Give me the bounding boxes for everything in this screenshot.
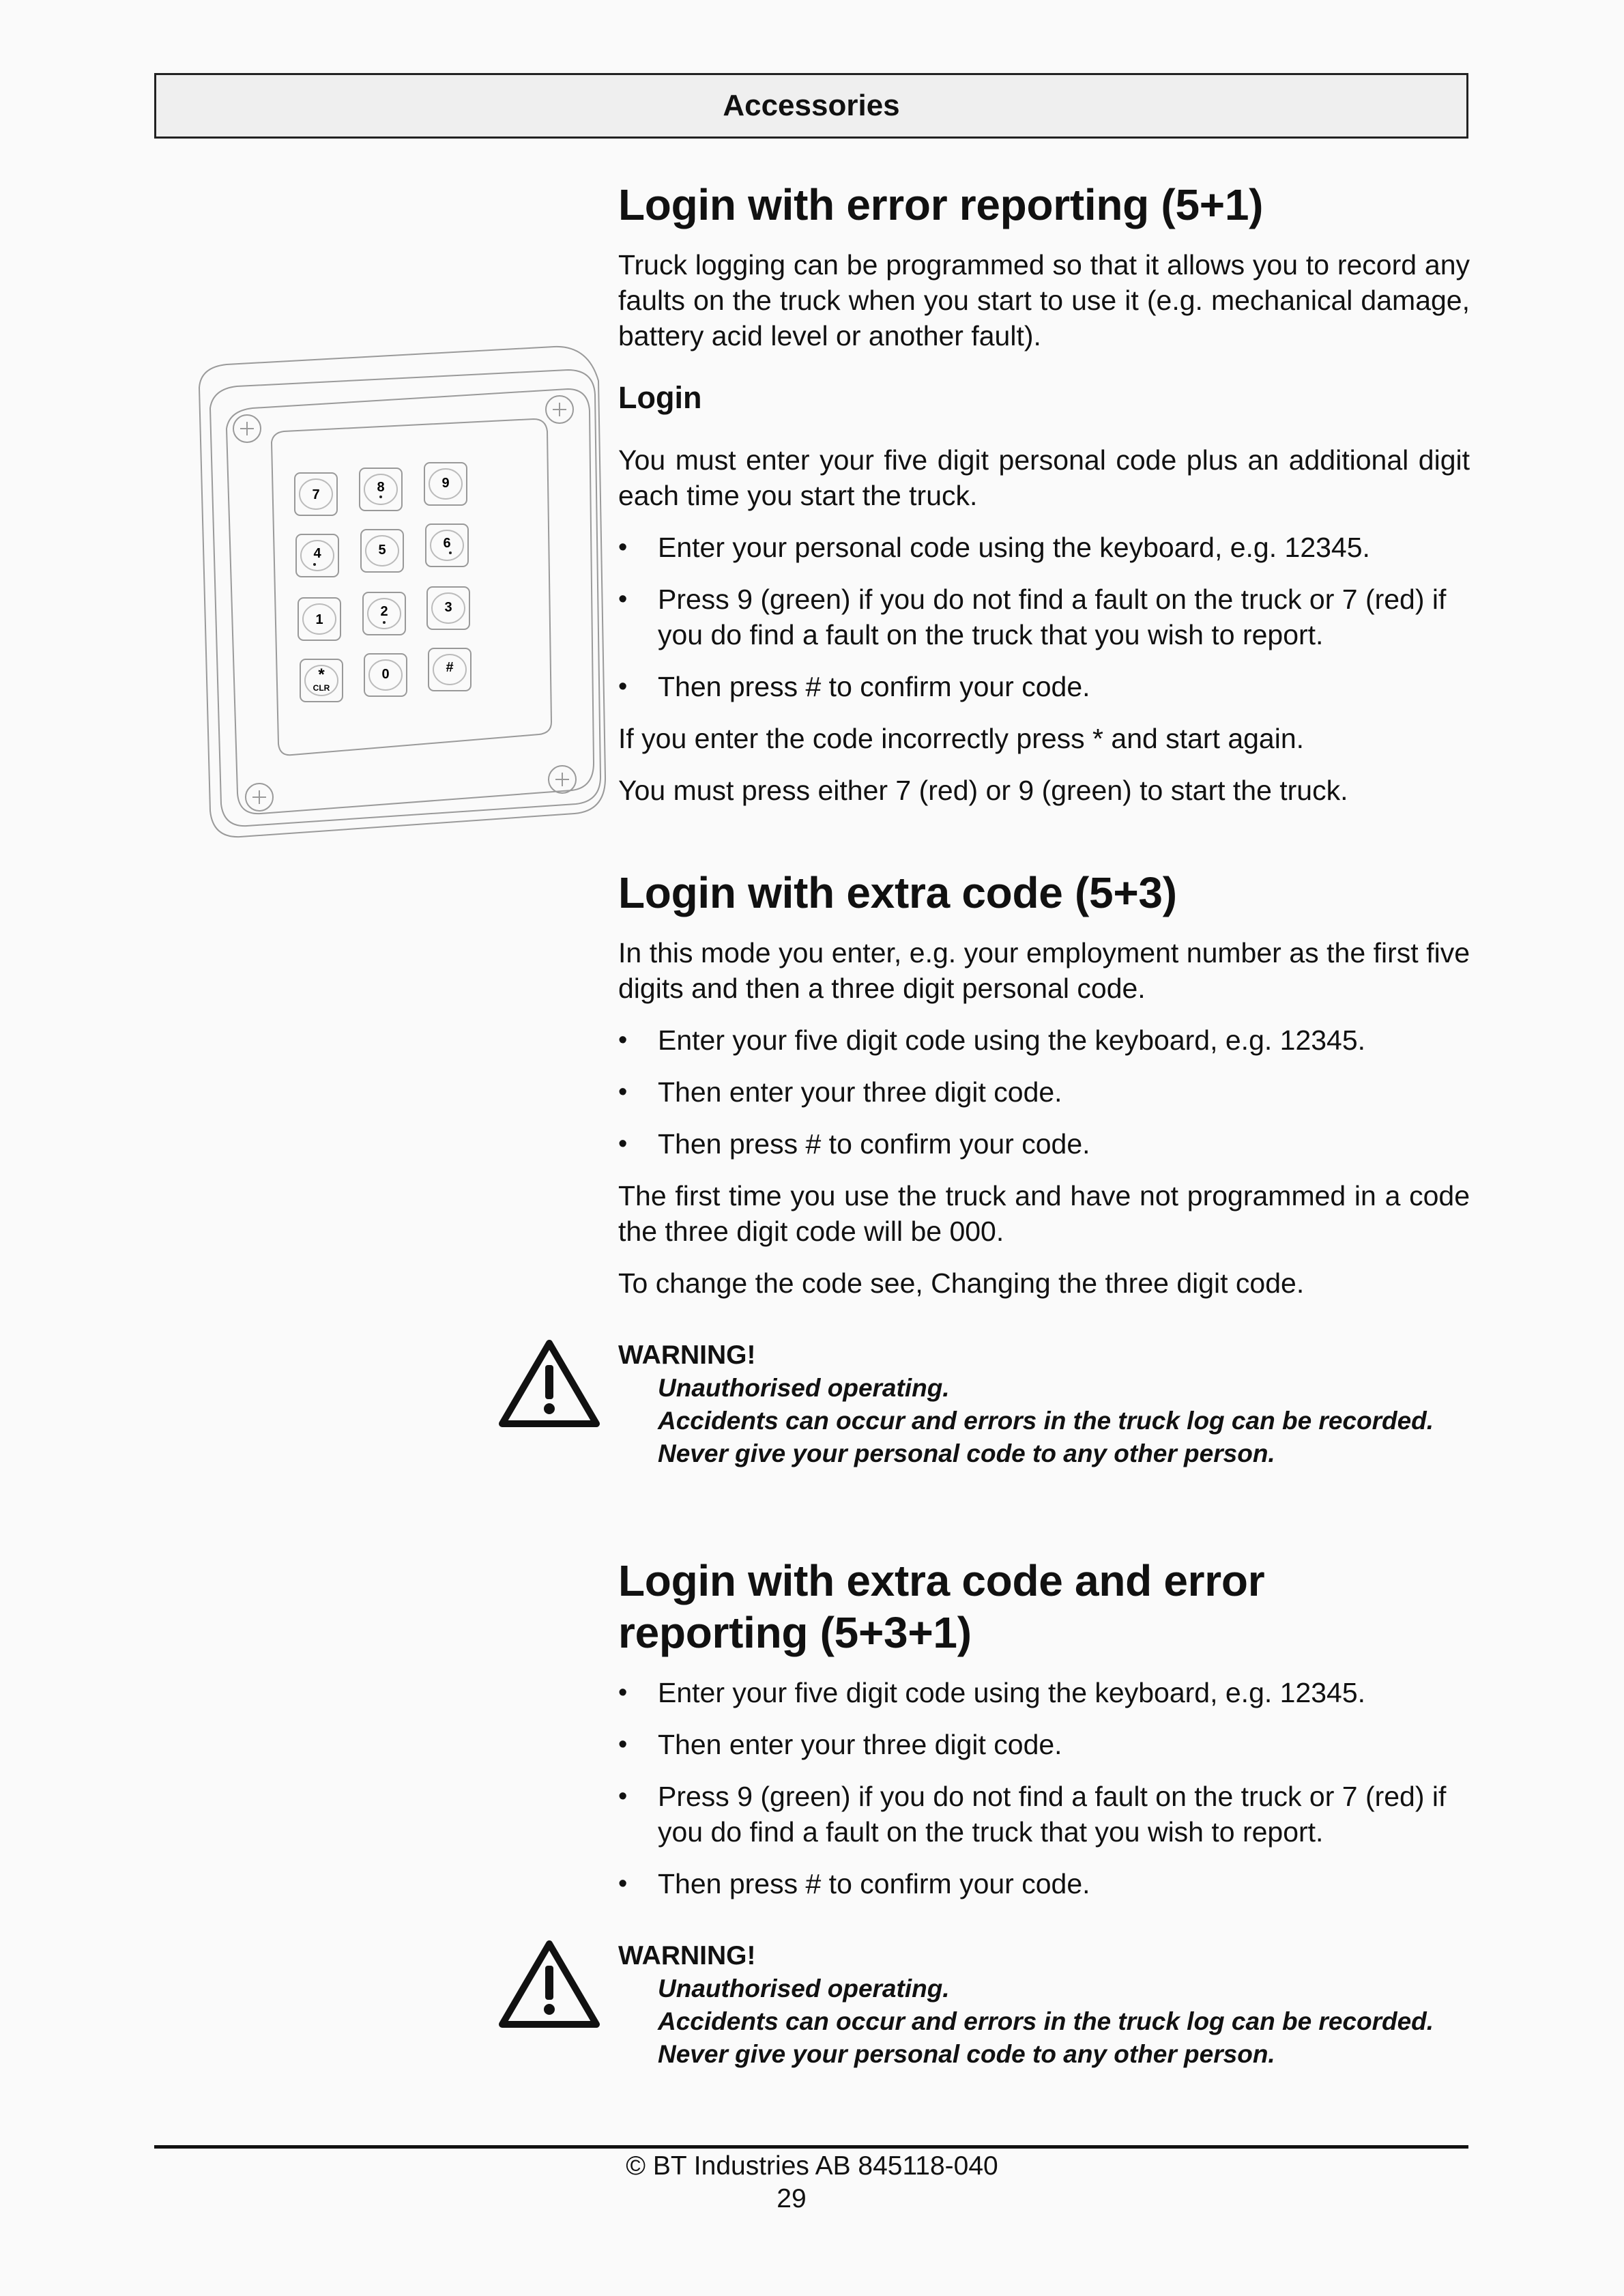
svg-text:5: 5	[378, 543, 386, 558]
warning-line: Accidents can occur and errors in the truck log can be recorded.	[658, 2007, 1434, 2035]
section-login-extra-code-error-reporting	[618, 1555, 1470, 1902]
svg-text:9: 9	[441, 476, 450, 491]
svg-text:*: *	[318, 665, 325, 684]
warning-line: Never give your personal code to any other person.	[658, 2040, 1275, 2068]
svg-text:CLR: CLR	[313, 683, 330, 693]
login-paragraph: You must enter your five digit personal code plus an additional digit each time you start the truck.	[618, 444, 1470, 511]
footer-divider	[154, 2145, 1468, 2149]
svg-text:2: 2	[380, 604, 388, 619]
section-login-extra-code	[618, 867, 1470, 1301]
svg-text:6: 6	[443, 536, 451, 551]
warning-triangle-icon	[498, 1940, 600, 2030]
svg-text:1: 1	[315, 612, 323, 627]
svg-text:0: 0	[381, 667, 390, 682]
extra-code-steps-list	[618, 1022, 1470, 1162]
subheading-login: Login	[618, 380, 702, 415]
list-item: • Enter your five digit code using the keyboard, e.g. 12345.	[618, 1022, 1470, 1058]
warning-title: WARNING!	[618, 1941, 756, 1970]
list-item: • Then press # to confirm your code.	[618, 1126, 1470, 1162]
svg-text:#: #	[446, 660, 454, 675]
page-number: 29	[777, 2184, 807, 2213]
list-item: • Then enter your three digit code.	[618, 1074, 1470, 1110]
list-item: • Press 9 (green) if you do not find a fault on the truck or 7 (red) if you do find a fault on the truck that you wish to report.	[618, 1779, 1470, 1850]
note-paragraph: You must press either 7 (red) or 9 (green) to start the truck.	[618, 775, 1348, 806]
list-item: • Then enter your three digit code.	[618, 1727, 1470, 1762]
note-paragraph: To change the code see, Changing the three digit code.	[618, 1267, 1305, 1299]
section-title: Login with extra code and error reporting (5+3+1)	[618, 1556, 1265, 1657]
list-item: • Enter your personal code using the keyboard, e.g. 12345.	[618, 530, 1470, 565]
warning-triangle-icon	[498, 1339, 600, 1429]
warning-line: Accidents can occur and errors in the truck log can be recorded.	[658, 1407, 1434, 1435]
warning-line: Never give your personal code to any other person.	[658, 1439, 1275, 1467]
section-header	[154, 73, 1468, 139]
svg-text:3: 3	[444, 600, 452, 615]
section-title: Login with extra code (5+3)	[618, 868, 1177, 917]
note-paragraph: The first time you use the truck and have not programmed in a code the three digit code will be 000.	[618, 1180, 1470, 1247]
warning-line: Unauthorised operating.	[658, 1374, 950, 1402]
section-title: Login with error reporting (5+1)	[618, 180, 1264, 229]
warning-line: Unauthorised operating.	[658, 1975, 950, 2003]
list-item: • Enter your five digit code using the keyboard, e.g. 12345.	[618, 1675, 1470, 1710]
extra-code-error-steps-list	[618, 1675, 1470, 1902]
section-header-title: Accessories	[723, 89, 900, 122]
intro-paragraph: Truck logging can be programmed so that it allows you to record any faults on the truck when you start to use it (e.g. mechanical damage, battery acid level or another fault).	[618, 249, 1470, 351]
note-paragraph: If you enter the code incorrectly press * and start again.	[618, 723, 1305, 754]
svg-text:8: 8	[377, 480, 385, 495]
svg-text:7: 7	[312, 487, 320, 502]
intro-paragraph: In this mode you enter, e.g. your employment number as the first five digits and then a three digit personal code.	[618, 937, 1470, 1004]
keypad-keys	[295, 463, 471, 702]
svg-text:4: 4	[313, 546, 321, 561]
list-item: • Press 9 (green) if you do not find a fault on the truck or 7 (red) if you do find a fault on the truck that you wish to report.	[618, 582, 1470, 652]
warning-title: WARNING!	[618, 1340, 756, 1370]
keypad-illustration	[186, 340, 609, 845]
list-item: • Then press # to confirm your code.	[618, 669, 1470, 704]
footer-copyright: © BT Industries AB 845118-040	[626, 2151, 998, 2181]
login-steps-list	[618, 530, 1470, 704]
list-item: • Then press # to confirm your code.	[618, 1866, 1470, 1902]
section-login-error-reporting	[618, 179, 1470, 808]
